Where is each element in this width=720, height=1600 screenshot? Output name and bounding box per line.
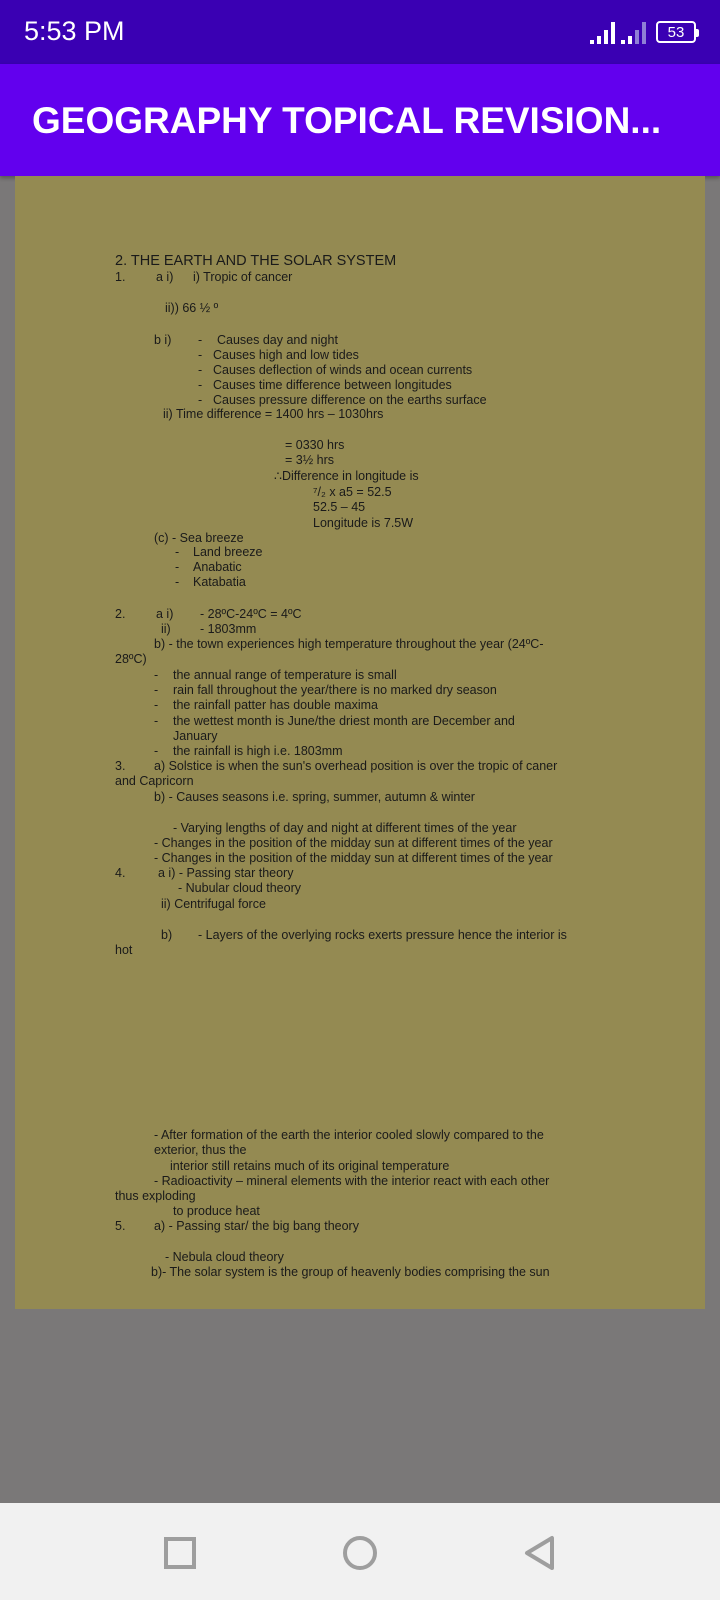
doc-line: a) Solstice is when the sun's overhead position is over the tropic of caner [154,759,558,773]
battery-icon: 53 [656,21,696,43]
doc-line: Longitude is 7.5W [313,516,414,530]
doc-line: - [198,393,203,407]
doc-line: a i) [156,607,174,621]
doc-line: hot [115,943,133,957]
doc-line: a i) [156,270,174,284]
doc-line: interior still retains much of its original temperature [170,1159,450,1173]
doc-line: i) Tropic of cancer [193,270,293,284]
doc-line: ⁷/₂ x a5 = 52.5 [313,485,392,499]
doc-line: b) - Causes seasons i.e. spring, summer, autumn & winter [154,790,475,804]
doc-line: 3. [115,759,126,773]
doc-line: b)- The solar system is the group of heavenly bodies comprising the sun [151,1265,550,1279]
doc-line: - [154,744,159,758]
page-title: GEOGRAPHY TOPICAL REVISION... [32,100,662,141]
doc-line: - [154,714,159,728]
doc-line: Causes pressure difference on the earths surface [213,393,487,407]
doc-line: - Nubular cloud theory [178,881,301,895]
doc-line: ii) Time difference = 1400 hrs – 1030hrs [163,407,384,421]
signal-secondary-icon [621,20,646,44]
doc-line: Land breeze [193,545,263,559]
doc-line: the rainfall patter has double maxima [173,698,378,712]
doc-line: thus exploding [115,1189,196,1203]
doc-line: - [154,668,159,682]
doc-line: 5. [115,1219,126,1233]
doc-line: - [175,560,180,574]
doc-line: = 0330 hrs [285,438,345,452]
doc-line: 2. THE EARTH AND THE SOLAR SYSTEM [115,253,397,269]
status-time: 5:53 PM [24,16,125,46]
doc-line: a i) - Passing star theory [158,866,294,880]
doc-line: - Radioactivity – mineral elements with the interior react with each other [154,1174,550,1188]
doc-line: the annual range of temperature is small [173,668,397,682]
signal-icon [590,20,615,44]
doc-line: the rainfall is high i.e. 1803mm [173,744,343,758]
doc-line: (c) - Sea breeze [154,531,244,545]
doc-line: - 1803mm [200,622,257,636]
doc-line: - Nebula cloud theory [165,1250,284,1264]
doc-line: - [198,363,203,377]
doc-line: - [198,333,203,347]
circle-icon[interactable] [340,1533,380,1573]
doc-line: - [175,575,180,589]
doc-line: ∴Difference in longitude is [274,469,419,483]
doc-line: b i) [154,333,172,347]
doc-line: 1. [115,270,126,284]
status-bar [0,0,720,64]
doc-line: Katabatia [193,575,246,589]
document-page[interactable] [15,176,705,1309]
doc-line: and Capricorn [115,774,194,788]
doc-line: - [154,698,159,712]
doc-line: Causes high and low tides [213,348,359,362]
doc-line: ii) Centrifugal force [161,897,266,911]
doc-line: - [198,348,203,362]
doc-line: = 3½ hrs [285,453,334,467]
doc-line: rain fall throughout the year/there is no marked dry season [173,683,497,697]
navigation-bar [0,1503,720,1600]
doc-line: Causes deflection of winds and ocean currents [213,363,473,377]
app-bar [0,64,720,176]
doc-line: - [154,683,159,697]
doc-line: b) [161,928,173,942]
doc-line: - After formation of the earth the interior cooled slowly compared to the [154,1128,544,1142]
doc-line: Causes day and night [217,333,338,347]
doc-line: exterior, thus the [154,1143,247,1157]
doc-line: - Changes in the position of the midday sun at different times of the year [154,836,553,850]
doc-line: Causes time difference between longitudes [213,378,452,392]
doc-line: 2. [115,607,126,621]
doc-line: ii)) 66 ½ º [165,301,219,315]
doc-line: a) - Passing star/ the big bang theory [154,1219,359,1233]
doc-line: 52.5 – 45 [313,500,366,514]
doc-line: - Layers of the overlying rocks exerts pressure hence the interior is [198,928,567,942]
doc-line: January [173,729,218,743]
triangle-back-icon[interactable] [520,1533,560,1573]
doc-line: Anabatic [193,560,242,574]
doc-line: ii) [161,622,171,636]
doc-line: - Changes in the position of the midday sun at different times of the year [154,851,553,865]
doc-line: - [175,545,180,559]
doc-line: the wettest month is June/the driest month are December and [173,714,515,728]
doc-line: - Varying lengths of day and night at different times of the year [173,821,517,835]
doc-line: b) - the town experiences high temperature throughout the year (24ºC- [154,637,544,651]
doc-line: to produce heat [173,1204,260,1218]
doc-line: - 28ºC-24ºC = 4ºC [200,607,302,621]
doc-line: 4. [115,866,126,880]
doc-line: 28ºC) [115,652,147,666]
doc-line: - [198,378,203,392]
square-icon[interactable] [160,1533,200,1573]
status-icons [590,18,696,46]
